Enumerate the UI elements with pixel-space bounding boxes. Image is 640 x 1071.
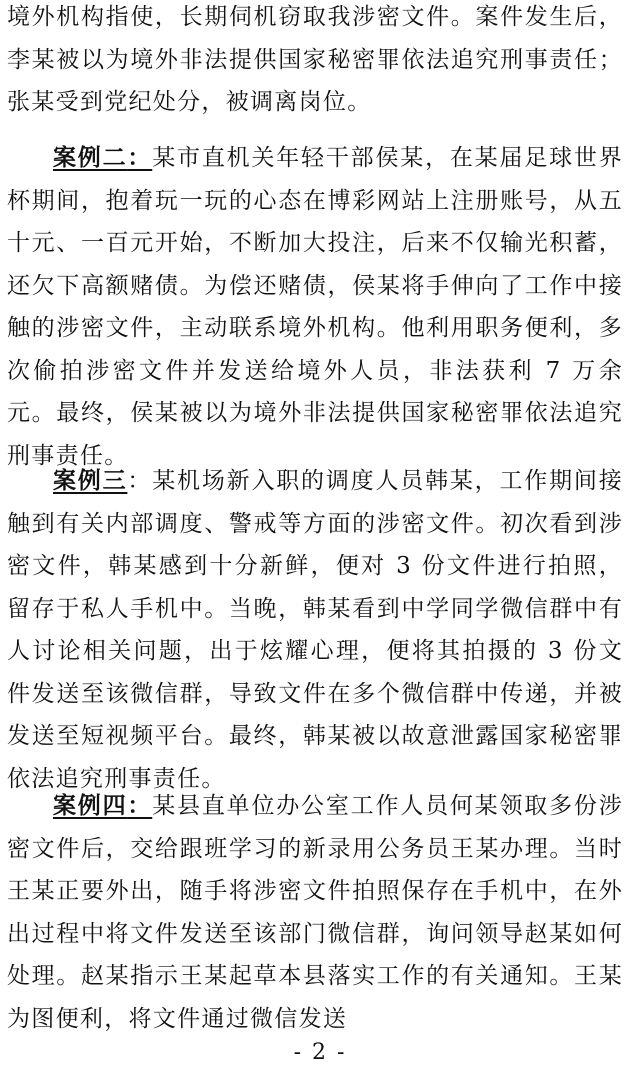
case-label-colon: ： — [127, 144, 153, 171]
case-label: 案例二 — [53, 144, 128, 171]
case-label: 案例四 — [53, 792, 128, 819]
paragraph-case-two — [7, 137, 623, 477]
paragraph-text: 某市直机关年轻干部侯某，在某届足球世界杯期间，抱着玩一玩的心态在博彩网站上注册账号，从五十元、一百元开始，不断加大投注，后来不仅输光积蓄，还欠下高额赌债。为偿还赌债，侯某将手伸向了工作中接触的涉密文件，主动联系境外机构。他利用职务便利，多次偷拍涉密文件并发送给境外人员，非法获利 7 万余元。最终，侯某被以为境外非法提供国家秘密罪依法追究刑事责任。 — [7, 145, 623, 469]
paragraph-case-four — [7, 785, 623, 1040]
paragraph-text: 某县直单位办公室工作人员何某领取多份涉密文件后，交给跟班学习的新录用公务员王某办理。当时王某正要外出，随手将涉密文件拍照保存在手机中，在外出过程中将文件发送至该部门微信群，询问领导赵某如何处理。赵某指示王某起草本县落实工作的有关通知。王某为图便利，将文件通过微信发送 — [7, 793, 623, 1032]
case-label: 案例三 — [53, 467, 128, 494]
paragraph-case-one-continuation — [7, 0, 623, 124]
paragraph-text: 某机场新入职的调度人员韩某，工作期间接触到有关内部调度、警戒等方面的涉密文件。初次看到涉密文件，韩某感到十分新鲜，便对 3 份文件进行拍照，留存于私人手机中。当晚，韩某看到中学同学微信群中有人讨论相关问题，出于炫耀心理，便将其拍摄的 3 份文件发送至该微信群，导致文件在多个微信群中传递，并被发送至短视频平台。最终，韩某被以故意泄露国家秘密罪依法追究刑事责任。 — [7, 468, 623, 792]
paragraph-text: 境外机构指使，长期伺机窃取我涉密文件。案件发生后，李某被以为境外非法提供国家秘密罪依法追究刑事责任；张某受到党纪处分，被调离岗位。 — [7, 4, 623, 115]
case-label-colon: ： — [127, 468, 153, 494]
page-number: - 2 - — [293, 1040, 347, 1065]
paragraph-case-three — [7, 460, 623, 800]
case-label-colon: ： — [127, 792, 153, 819]
